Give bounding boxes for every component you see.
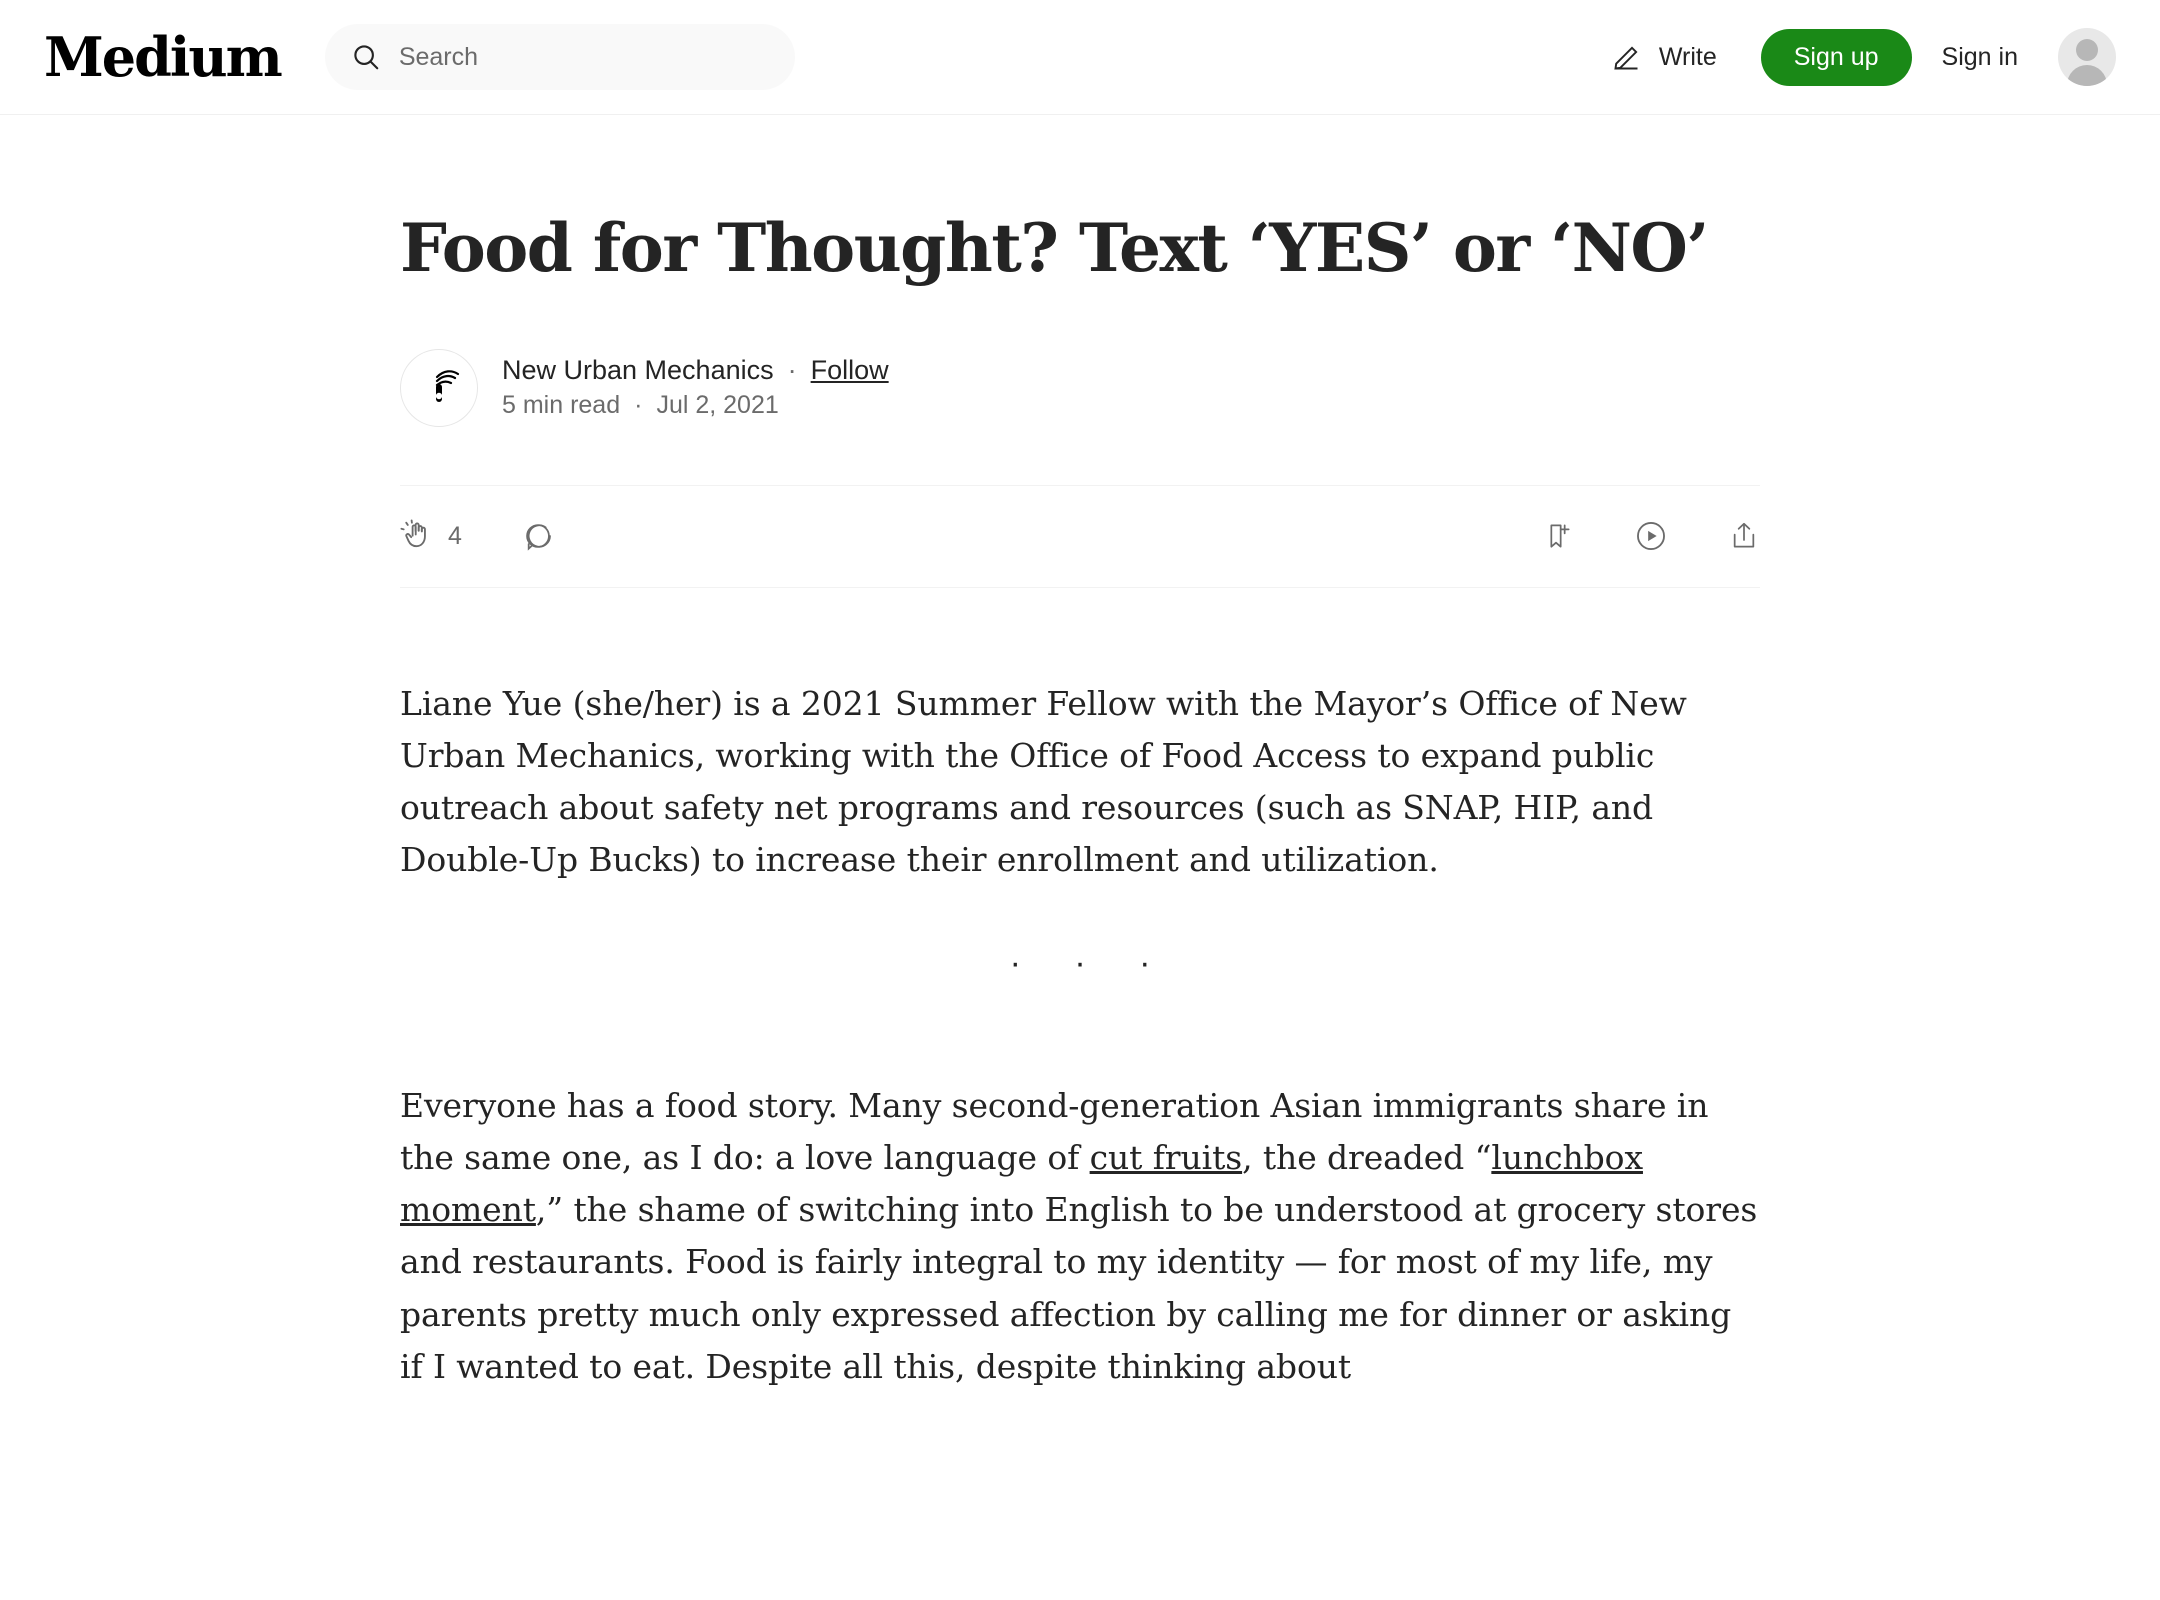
save-bookmark-button[interactable] bbox=[1542, 520, 1574, 552]
publish-date: Jul 2, 2021 bbox=[656, 391, 779, 420]
inline-link-cut-fruits[interactable]: cut fruits bbox=[1089, 1138, 1243, 1178]
byline-text bbox=[502, 355, 889, 420]
byline-separator-2: · bbox=[634, 391, 643, 420]
byline-primary bbox=[502, 355, 889, 386]
write-label: Write bbox=[1658, 42, 1717, 71]
listen-button[interactable] bbox=[1634, 519, 1668, 553]
search-icon bbox=[351, 42, 381, 72]
clap-icon bbox=[400, 519, 434, 553]
paragraph-run: Everyone has a food story. Many second-generation Asian immigrants share in the same one, as I do: a love language of bbox=[400, 1086, 1709, 1178]
header-actions bbox=[1610, 28, 2116, 86]
publication-avatar[interactable] bbox=[400, 349, 478, 427]
signup-button[interactable]: Sign up bbox=[1761, 29, 1912, 86]
avatar[interactable] bbox=[2058, 28, 2116, 86]
section-divider: · · · bbox=[1009, 944, 1173, 983]
paragraph-body-1 bbox=[400, 1080, 1760, 1393]
share-icon bbox=[1728, 520, 1760, 552]
paragraph-run: ,” the shame of switching into English to be understood at grocery stores and restaurants. Food is fairly integral to my identity — for most of my life, my parents pretty much only expressed affection by calling me for dinner or asking if I wanted to eat. Despite all this, despite thinking about bbox=[400, 1190, 1758, 1386]
write-button[interactable] bbox=[1610, 41, 1717, 74]
avatar-head bbox=[2076, 39, 2098, 61]
action-bar-right bbox=[1542, 519, 1760, 553]
byline bbox=[400, 349, 1760, 427]
paragraph-intro bbox=[400, 678, 1760, 887]
paragraph-run: Liane Yue (she/her) is a 2021 Summer Fellow with the Mayor’s Office of New Urban Mechanics, working with the Office of Food Access to expand public outreach about safety net programs and resources (such as SNAP, HIP, and Double-Up Bucks) to increase their enrollment and utilization. bbox=[400, 683, 1687, 879]
share-button[interactable] bbox=[1728, 520, 1760, 552]
article-container bbox=[400, 115, 1760, 1393]
read-time: 5 min read bbox=[502, 391, 621, 420]
signin-link[interactable]: Sign in bbox=[1941, 42, 2018, 71]
paragraph-run: , the dreaded “ bbox=[1242, 1138, 1492, 1178]
clap-count: 4 bbox=[448, 521, 462, 550]
comment-button[interactable] bbox=[522, 520, 554, 552]
comment-icon bbox=[522, 520, 554, 552]
inline-link-lunchbox-moment[interactable]: lunchbox moment bbox=[400, 1138, 1643, 1230]
byline-secondary bbox=[502, 391, 889, 420]
follow-button[interactable]: Follow bbox=[810, 355, 889, 386]
avatar-body bbox=[2067, 65, 2107, 86]
page-title: Food for Thought? Text ‘YES’ or ‘NO’ bbox=[400, 209, 1708, 287]
top-navbar bbox=[0, 0, 2160, 115]
write-pen-icon bbox=[1610, 41, 1643, 74]
publication-name[interactable]: New Urban Mechanics bbox=[502, 355, 774, 386]
bookmark-plus-icon bbox=[1542, 520, 1574, 552]
new-urban-mechanics-icon bbox=[417, 366, 461, 410]
byline-separator-1: · bbox=[787, 355, 797, 386]
action-bar-left bbox=[400, 519, 554, 553]
play-circle-icon bbox=[1634, 519, 1668, 553]
search-box[interactable] bbox=[325, 24, 795, 90]
search-input[interactable] bbox=[399, 43, 769, 72]
clap-button[interactable] bbox=[400, 519, 462, 553]
medium-logo[interactable]: Medium bbox=[44, 25, 281, 89]
article-action-bar bbox=[400, 485, 1760, 588]
